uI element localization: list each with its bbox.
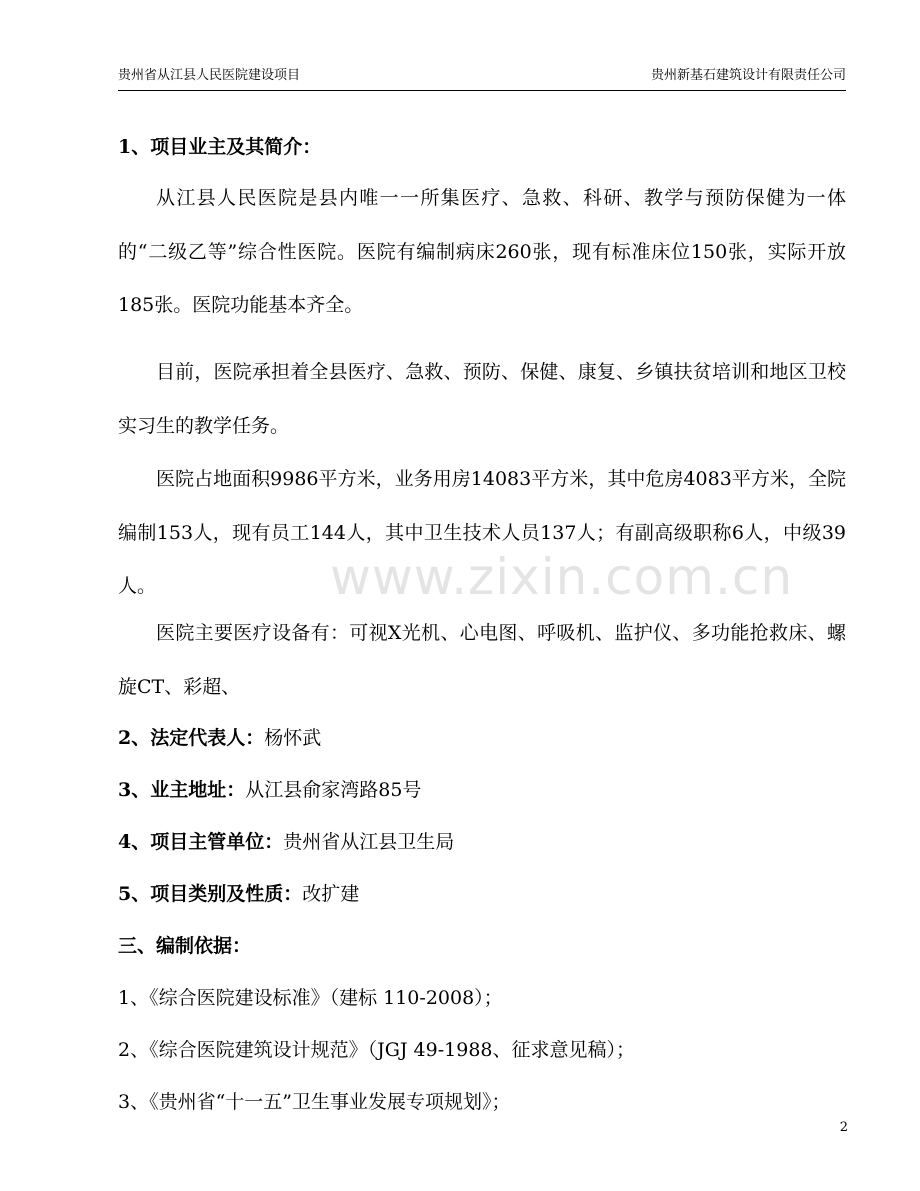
legal-rep-value: 杨怀武 (264, 727, 322, 749)
header-project-title: 贵州省从江县人民医院建设项目 (118, 68, 301, 83)
authority-value: 贵州省从江县卫生局 (283, 831, 455, 853)
paragraph-hospital-tasks: 目前，医院承担着全县医疗、急救、预防、保健、康复、乡镇扶贫培训和地区卫校实习生的教学任务。 (118, 361, 846, 437)
section-1-title: 1、项目业主及其简介： (118, 136, 322, 158)
watermark: www.zixin.com.cn (330, 548, 794, 606)
section-4-authority (118, 827, 846, 857)
category-label: 5、项目类别及性质： (118, 883, 303, 905)
section-2-legal-rep (118, 723, 846, 753)
section-3-address (118, 775, 846, 805)
reference-3: 3、《贵州省“十一五”卫生事业发展专项规划》； (118, 1091, 511, 1113)
reference-2: 2、《综合医院建筑设计规范》（JGJ 49-1988、征求意见稿）； (118, 1039, 635, 1061)
reference-1: 1、《综合医院建设标准》（建标 110-2008）； (118, 987, 503, 1009)
section-5-category (118, 879, 846, 909)
page-header (118, 66, 846, 91)
authority-label: 4、项目主管单位： (118, 831, 284, 853)
page-number: 2 (839, 1120, 848, 1135)
address-label: 3、业主地址： (118, 779, 246, 801)
paragraph-equipment: 医院主要医疗设备有：可视X光机、心电图、呼吸机、监护仪、多功能抢救床、螺旋CT、彩超、 (118, 622, 846, 698)
header-company-name: 贵州新基石建筑设计有限责任公司 (650, 68, 846, 83)
legal-rep-label: 2、法定代表人： (118, 727, 265, 749)
paragraph-hospital-intro: 从江县人民医院是县内唯一一所集医疗、急救、科研、教学与预防保健为一体的“二级乙等”综合性医院。医院有编制病床260张，现有标准床位150张，实际开放185张。医院功能基本齐全。 (118, 187, 846, 316)
category-value: 改扩建 (302, 883, 360, 905)
address-value: 从江县俞家湾路85号 (245, 779, 422, 801)
paragraph-hospital-area-staff: 医院占地面积9986平方米，业务用房14083平方米，其中危房4083平方米，全院编制153人，现有员工144人，其中卫生技术人员137人；有副高级职称6人，中级39人。 (118, 468, 846, 597)
section-basis-title: 三、编制依据： (118, 935, 252, 957)
